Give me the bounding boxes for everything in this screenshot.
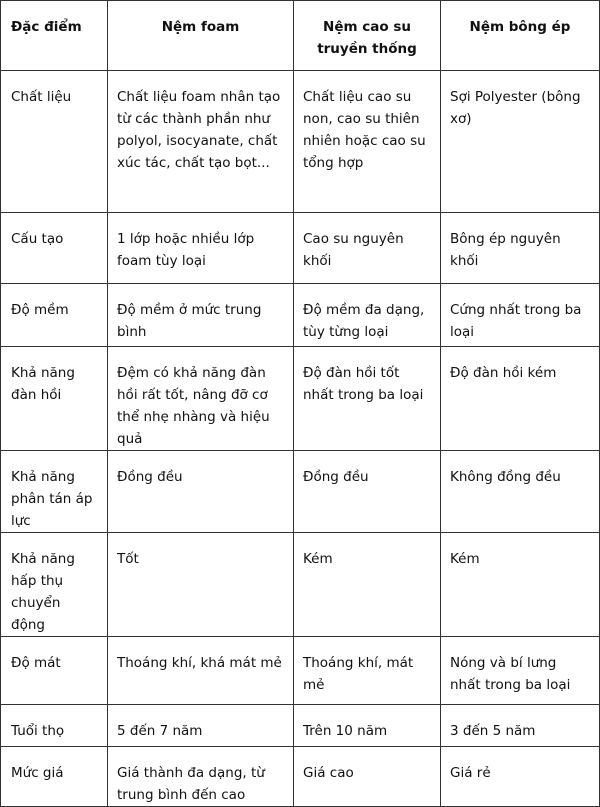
row-label: Tuổi thọ (1, 705, 108, 747)
cell-foam: Độ mềm ở mức trung bình (108, 284, 294, 347)
table-row (1, 71, 600, 213)
cell-latex: Giá cao (294, 747, 441, 807)
row-label: Khả năng phân tán áp lực (1, 451, 108, 533)
cell-foam: Chất liệu foam nhân tạo từ các thành phần như polyol, isocyanate, chất xúc tác, chất tạo bọt... (108, 71, 294, 213)
header-foam: Nệm foam (108, 1, 294, 71)
header-latex: Nệm cao su truyền thống (294, 1, 441, 71)
row-label: Chất liệu (1, 71, 108, 213)
cell-latex: Thoáng khí, mát mẻ (294, 637, 441, 705)
table-row (1, 705, 600, 747)
row-label: Mức giá (1, 747, 108, 807)
cell-latex: Độ mềm đa dạng, tùy từng loại (294, 284, 441, 347)
cell-foam: Đệm có khả năng đàn hồi rất tốt, nâng đỡ cơ thể nhẹ nhàng và hiệu quả (108, 347, 294, 451)
cell-foam: Đồng đều (108, 451, 294, 533)
cell-bonded-fiber: Không đồng đều (441, 451, 600, 533)
cell-bonded-fiber: Kém (441, 533, 600, 637)
cell-foam: Tốt (108, 533, 294, 637)
table-row (1, 284, 600, 347)
cell-latex: Đồng đều (294, 451, 441, 533)
cell-foam: 1 lớp hoặc nhiều lớp foam tùy loại (108, 213, 294, 284)
cell-latex: Chất liệu cao su non, cao su thiên nhiên hoặc cao su tổng hợp (294, 71, 441, 213)
cell-foam: 5 đến 7 năm (108, 705, 294, 747)
cell-bonded-fiber: Sợi Polyester (bông xơ) (441, 71, 600, 213)
row-label: Độ mát (1, 637, 108, 705)
row-label: Cấu tạo (1, 213, 108, 284)
cell-bonded-fiber: Độ đàn hồi kém (441, 347, 600, 451)
header-row (1, 1, 600, 71)
header-feature: Đặc điểm (1, 1, 108, 71)
cell-latex: Trên 10 năm (294, 705, 441, 747)
row-label: Khả năng đàn hồi (1, 347, 108, 451)
row-label: Độ mềm (1, 284, 108, 347)
cell-foam: Thoáng khí, khá mát mẻ (108, 637, 294, 705)
cell-latex: Kém (294, 533, 441, 637)
header-bonded-fiber: Nệm bông ép (441, 1, 600, 71)
cell-bonded-fiber: Cứng nhất trong ba loại (441, 284, 600, 347)
cell-bonded-fiber: Nóng và bí lưng nhất trong ba loại (441, 637, 600, 705)
cell-foam: Giá thành đa dạng, từ trung bình đến cao (108, 747, 294, 807)
row-label: Khả năng hấp thụ chuyển động (1, 533, 108, 637)
table-row (1, 637, 600, 705)
table-row (1, 451, 600, 533)
cell-bonded-fiber: Giá rẻ (441, 747, 600, 807)
cell-latex: Cao su nguyên khối (294, 213, 441, 284)
cell-bonded-fiber: 3 đến 5 năm (441, 705, 600, 747)
table-row (1, 347, 600, 451)
table-row (1, 747, 600, 807)
table-row (1, 213, 600, 284)
table-row (1, 533, 600, 637)
cell-latex: Độ đàn hồi tốt nhất trong ba loại (294, 347, 441, 451)
cell-bonded-fiber: Bông ép nguyên khối (441, 213, 600, 284)
